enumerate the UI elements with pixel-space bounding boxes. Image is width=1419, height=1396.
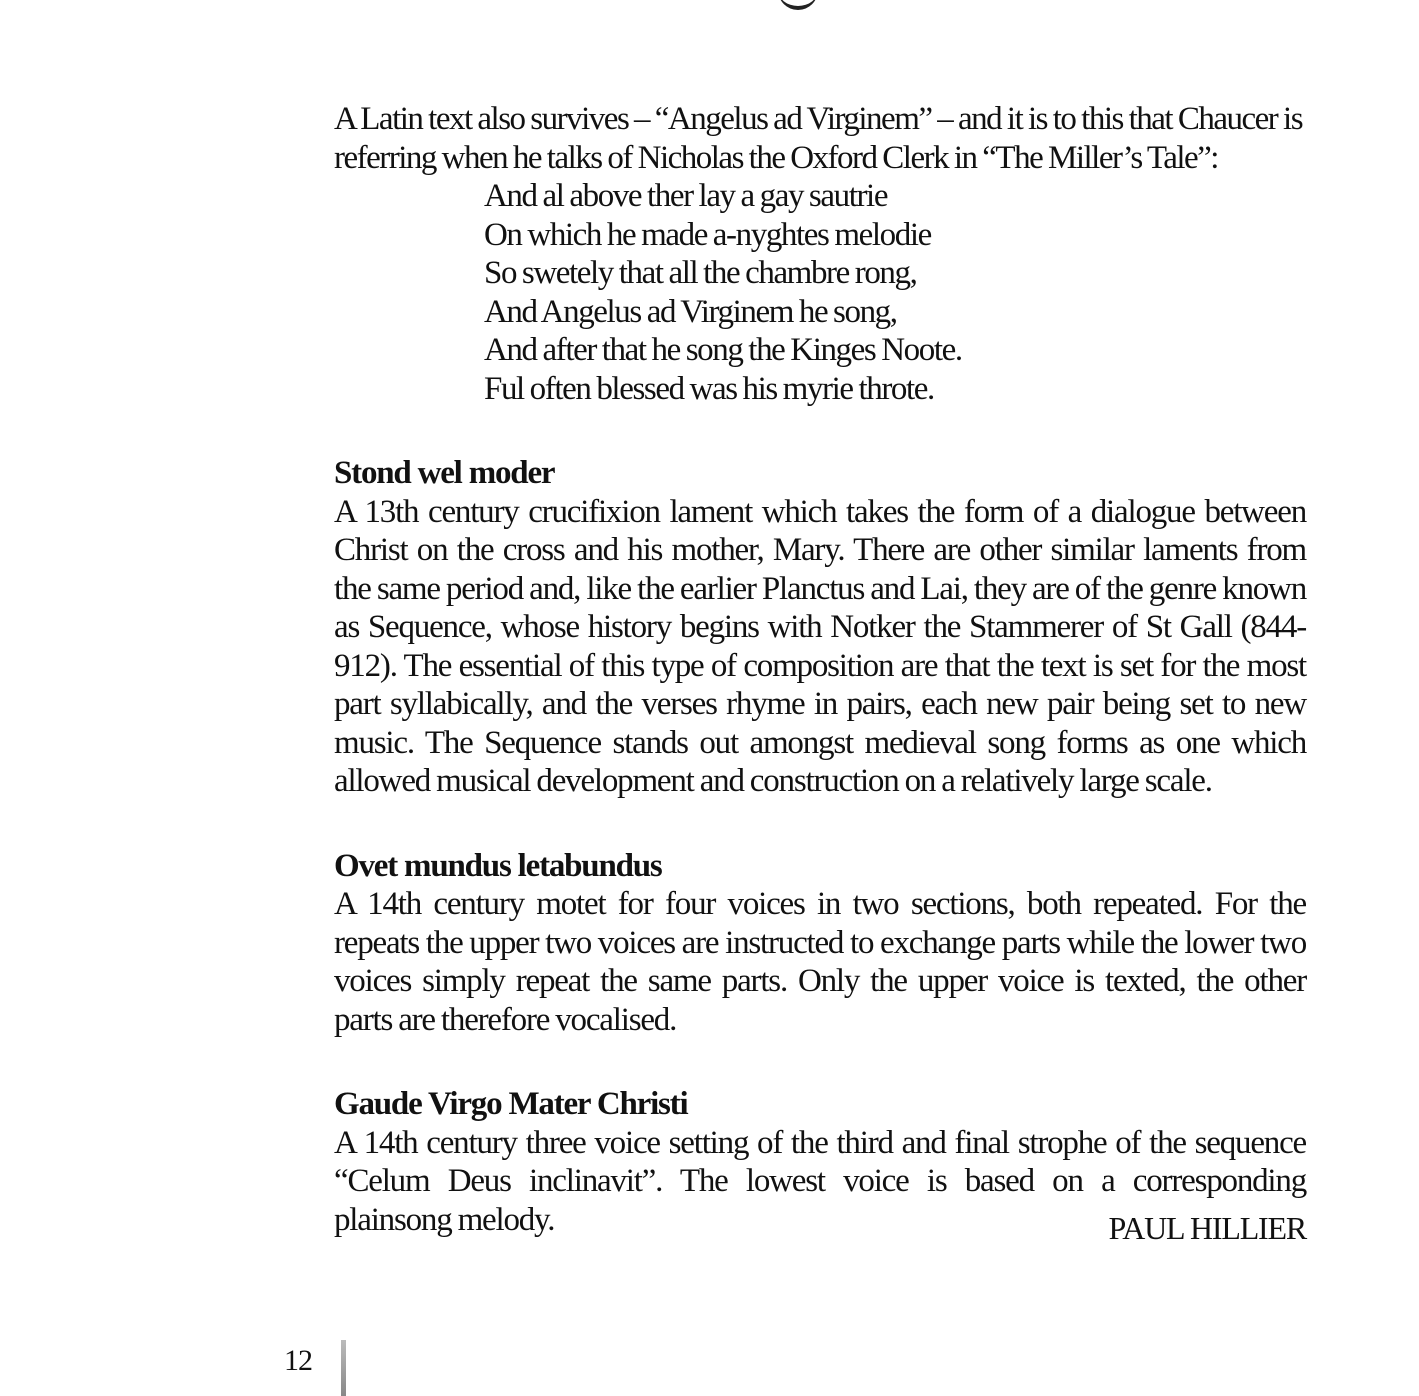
verse-line: And Angelus ad Virginem he song, <box>484 293 897 330</box>
intro-paragraph: A Latin text also survives – “Angelus ad Virginem” – and it is to this that Chaucer is referring when he talks of Nicholas the Oxford Clerk in “The Miller’s Tale”: <box>334 101 1303 176</box>
verse-line: So swetely that all the chambre rong, <box>484 255 917 291</box>
verse-line: Ful often blessed was his myrie throte. <box>484 370 934 407</box>
binding-edge-mark <box>341 1340 346 1396</box>
document-column <box>334 100 1306 1239</box>
section-body: A 14th century motet for four voices in two sections, both repeated. For the repeats the upper two voices are instructed to exchange parts while the lower two voices simply repeat the same parts. Only the upper voice is texted, the other parts are therefore vocalised. <box>334 886 1306 1038</box>
author-signature: PAUL HILLIER <box>1108 1210 1306 1246</box>
section-title: Gaude Virgo Mater Christi <box>334 1086 688 1122</box>
section-title: Stond wel moder <box>334 455 555 491</box>
section-title: Ovet mundus letabundus <box>334 847 662 884</box>
verse-line: On which he made a-nyghtes melodie <box>484 216 931 253</box>
section-stond-wel-moder <box>334 454 1306 801</box>
section-body: A 14th century three voice setting of the third and final strophe of the sequence “Celum Deus inclinavit”. The lowest voice is based on a corresponding plainsong melody. <box>334 1124 1306 1238</box>
page-number: 12 <box>284 1344 312 1377</box>
section-body: A 13th century crucifixion lament which takes the form of a dialogue between Christ on the cross and his mother, Mary. There are other similar laments from the same period and, like the earlier Planctus and Lai, they are of the genre known as Sequence, whose history begins with Notker the Stammerer of St Gall (844-912). The essential of this type of composition are that the text is set for the most part syllabically, and the verses rhyme in pairs, each new pair being set to new music. The Sequence stands out amongst medieval song forms as one which allowed musical development and construction on a relatively large scale. <box>334 493 1306 799</box>
top-edge-mark <box>778 0 818 10</box>
section-ovet-mundus <box>334 847 1306 1040</box>
chaucer-verse <box>484 177 1306 408</box>
verse-line: And al above ther lay a gay sautrie <box>484 178 888 214</box>
verse-line: And after that he song the Kinges Noote. <box>484 332 962 368</box>
